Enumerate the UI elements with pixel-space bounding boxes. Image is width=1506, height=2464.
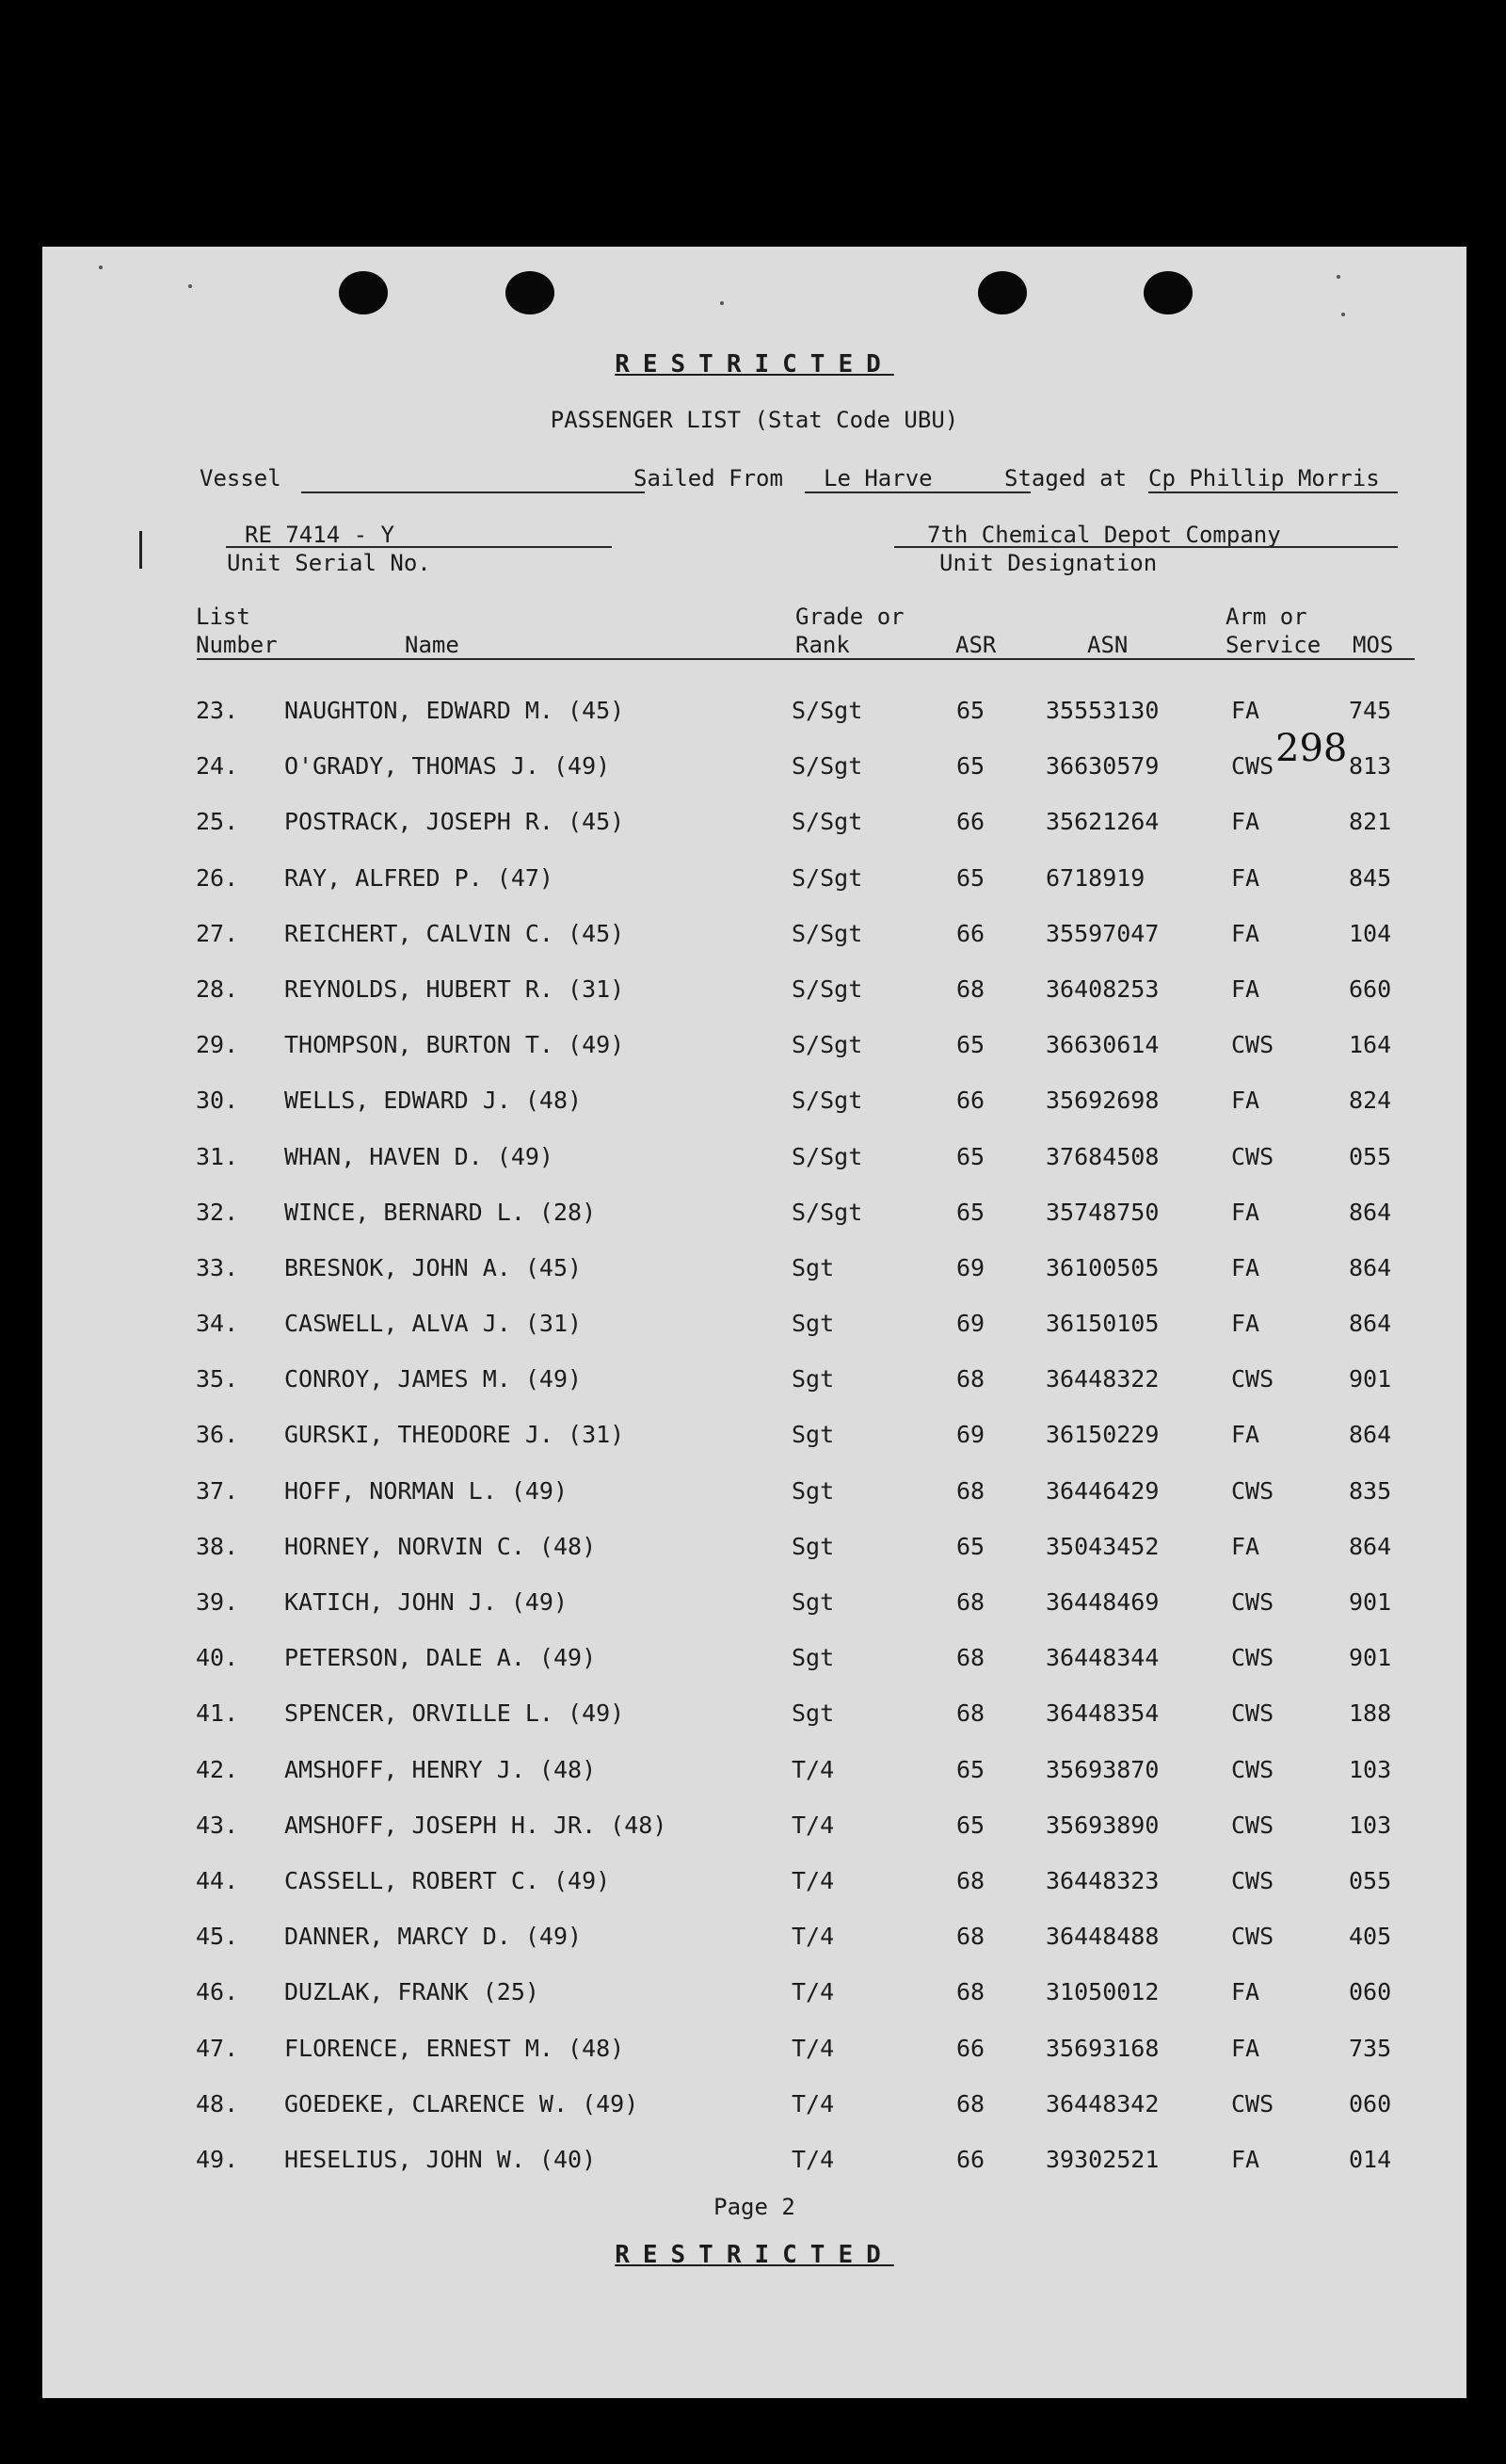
- grade-cell: Sgt: [792, 1699, 835, 1728]
- name-cell: HOFF, NORMAN L. (49): [284, 1476, 569, 1505]
- asn-cell: 35043452: [1046, 1532, 1160, 1560]
- mos-cell: 864: [1349, 1253, 1392, 1281]
- sailed-from-value: Le Harve: [824, 465, 933, 491]
- asn-cell: 35693870: [1046, 1755, 1160, 1783]
- vessel-label: Vessel: [200, 465, 281, 491]
- asr-cell: 66: [956, 1087, 985, 1115]
- asn-cell: 31050012: [1046, 1978, 1160, 2006]
- table-row: [42, 1241, 1466, 1296]
- name-cell: HORNEY, NORVIN C. (48): [284, 1532, 597, 1560]
- arm-service-cell: CWS: [1231, 1365, 1274, 1393]
- passenger-table: [42, 684, 1466, 2188]
- asr-cell: 65: [956, 1142, 985, 1170]
- list-number-cell: 43.: [196, 1811, 239, 1839]
- grade-cell: S/Sgt: [792, 752, 863, 781]
- grade-cell: Sgt: [792, 1421, 835, 1449]
- table-row: [42, 1018, 1466, 1073]
- table-row: [42, 1073, 1466, 1129]
- arm-service-cell: FA: [1231, 808, 1260, 836]
- asr-cell: 65: [956, 863, 985, 892]
- asn-cell: 36446429: [1046, 1476, 1160, 1505]
- asr-cell: 69: [956, 1253, 985, 1281]
- arm-service-cell: FA: [1231, 2034, 1260, 2062]
- arm-service-cell: FA: [1231, 1253, 1260, 1281]
- name-cell: GURSKI, THEODORE J. (31): [284, 1421, 625, 1449]
- mos-cell: 103: [1349, 1755, 1392, 1783]
- table-row: [42, 1686, 1466, 1742]
- list-number-cell: 24.: [196, 752, 239, 781]
- page-number: Page 2: [713, 2194, 795, 2220]
- mos-cell: 835: [1349, 1476, 1392, 1505]
- grade-cell: T/4: [792, 2089, 835, 2118]
- punch-hole: [978, 271, 1027, 314]
- mos-cell: 901: [1349, 1588, 1392, 1616]
- mos-cell: 055: [1349, 1866, 1392, 1894]
- grade-cell: S/Sgt: [792, 1198, 863, 1226]
- col-list-number-header: List Number: [196, 604, 278, 658]
- asr-cell: 65: [956, 1811, 985, 1839]
- unit-designation-value: 7th Chemical Depot Company: [927, 522, 1281, 548]
- grade-cell: S/Sgt: [792, 1142, 863, 1170]
- table-row: [42, 1520, 1466, 1575]
- arm-service-cell: FA: [1231, 974, 1260, 1003]
- asn-cell: 36150229: [1046, 1421, 1160, 1449]
- name-cell: AMSHOFF, JOSEPH H. JR. (48): [284, 1811, 667, 1839]
- table-row: [42, 795, 1466, 850]
- table-row: [42, 1130, 1466, 1185]
- asr-cell: 65: [956, 1532, 985, 1560]
- grade-cell: S/Sgt: [792, 808, 863, 836]
- asr-cell: 66: [956, 2145, 985, 2173]
- vessel-line: [301, 491, 645, 493]
- asr-cell: 65: [956, 1198, 985, 1226]
- grade-cell: S/Sgt: [792, 1031, 863, 1059]
- mos-cell: 901: [1349, 1365, 1392, 1393]
- punch-hole: [1144, 271, 1193, 314]
- name-cell: REICHERT, CALVIN C. (45): [284, 919, 625, 947]
- grade-cell: S/Sgt: [792, 697, 863, 724]
- mos-cell: 055: [1349, 1142, 1392, 1170]
- arm-service-cell: CWS: [1231, 1142, 1274, 1170]
- asr-cell: 65: [956, 1031, 985, 1059]
- arm-service-cell: FA: [1231, 863, 1260, 892]
- asn-cell: 35748750: [1046, 1198, 1160, 1226]
- mos-cell: 103: [1349, 1811, 1392, 1839]
- asr-cell: 68: [956, 1365, 985, 1393]
- grade-cell: T/4: [792, 1923, 835, 1951]
- passenger-list-title: PASSENGER LIST (Stat Code UBU): [550, 407, 959, 433]
- asn-cell: 39302521: [1046, 2145, 1160, 2173]
- table-row: [42, 851, 1466, 907]
- asn-cell: 36448344: [1046, 1644, 1160, 1672]
- list-number-cell: 49.: [196, 2145, 239, 2173]
- table-row: [42, 1854, 1466, 1909]
- mos-cell: 405: [1349, 1923, 1392, 1951]
- arm-service-cell: CWS: [1231, 1811, 1274, 1839]
- col-name-header: Name: [405, 632, 459, 658]
- list-number-cell: 47.: [196, 2034, 239, 2062]
- arm-service-cell: FA: [1231, 697, 1260, 724]
- asn-cell: 35692698: [1046, 1087, 1160, 1115]
- mos-cell: 845: [1349, 863, 1392, 892]
- asr-cell: 68: [956, 2089, 985, 2118]
- asr-cell: 68: [956, 1923, 985, 1951]
- table-row: [42, 2133, 1466, 2188]
- asn-cell: 37684508: [1046, 1142, 1160, 1170]
- name-cell: DUZLAK, FRANK (25): [284, 1978, 539, 2006]
- list-number-cell: 26.: [196, 863, 239, 892]
- asr-cell: 66: [956, 2034, 985, 2062]
- arm-service-cell: CWS: [1231, 1699, 1274, 1728]
- restricted-footer: RESTRICTED: [615, 2241, 894, 2269]
- table-row: [42, 907, 1466, 962]
- asr-cell: 68: [956, 1699, 985, 1728]
- table-row: [42, 739, 1466, 795]
- arm-service-cell: FA: [1231, 2145, 1260, 2173]
- unit-serial-value: RE 7414 - Y: [245, 522, 394, 548]
- table-row: [42, 2077, 1466, 2133]
- list-number-cell: 44.: [196, 1866, 239, 1894]
- asn-cell: 35621264: [1046, 808, 1160, 836]
- name-cell: CASWELL, ALVA J. (31): [284, 1310, 583, 1338]
- list-number-cell: 34.: [196, 1310, 239, 1338]
- name-cell: WINCE, BERNARD L. (28): [284, 1198, 597, 1226]
- arm-service-cell: CWS: [1231, 1923, 1274, 1951]
- name-cell: HESELIUS, JOHN W. (40): [284, 2145, 597, 2173]
- col-grade-header: Grade or Rank: [795, 604, 905, 658]
- table-row: [42, 1743, 1466, 1798]
- list-number-cell: 25.: [196, 808, 239, 836]
- asn-cell: 36448323: [1046, 1866, 1160, 1894]
- arm-service-cell: CWS: [1231, 752, 1274, 781]
- table-row: [42, 1352, 1466, 1408]
- asn-cell: 6718919: [1046, 863, 1146, 892]
- asn-cell: 36630579: [1046, 752, 1160, 781]
- mos-cell: 060: [1349, 1978, 1392, 2006]
- table-row: [42, 1575, 1466, 1631]
- table-row: [42, 1408, 1466, 1463]
- table-row: [42, 1909, 1466, 1965]
- asr-cell: 68: [956, 1588, 985, 1616]
- mos-cell: 660: [1349, 974, 1392, 1003]
- mos-cell: 864: [1349, 1310, 1392, 1338]
- asr-cell: 69: [956, 1421, 985, 1449]
- arm-service-cell: FA: [1231, 1310, 1260, 1338]
- arm-service-cell: CWS: [1231, 1644, 1274, 1672]
- list-number-cell: 48.: [196, 2089, 239, 2118]
- mos-cell: 864: [1349, 1198, 1392, 1226]
- grade-cell: T/4: [792, 1755, 835, 1783]
- grade-cell: T/4: [792, 2034, 835, 2062]
- asr-cell: 66: [956, 808, 985, 836]
- list-number-cell: 32.: [196, 1198, 239, 1226]
- asr-cell: 68: [956, 974, 985, 1003]
- asn-cell: 35597047: [1046, 919, 1160, 947]
- grade-cell: T/4: [792, 2145, 835, 2173]
- mos-cell: 104: [1349, 919, 1392, 947]
- asr-cell: 68: [956, 1978, 985, 2006]
- asn-cell: 36630614: [1046, 1031, 1160, 1059]
- asn-cell: 36448322: [1046, 1365, 1160, 1393]
- punch-hole: [505, 271, 554, 314]
- grade-cell: S/Sgt: [792, 919, 863, 947]
- list-number-cell: 41.: [196, 1699, 239, 1728]
- grade-cell: Sgt: [792, 1365, 835, 1393]
- name-cell: AMSHOFF, HENRY J. (48): [284, 1755, 597, 1783]
- table-row: [42, 1631, 1466, 1686]
- grade-cell: Sgt: [792, 1310, 835, 1338]
- asn-cell: 35693168: [1046, 2034, 1160, 2062]
- table-row: [42, 1798, 1466, 1854]
- staged-at-value: Cp Phillip Morris: [1148, 465, 1380, 491]
- asn-cell: 35553130: [1046, 697, 1160, 724]
- name-cell: POSTRACK, JOSEPH R. (45): [284, 808, 625, 836]
- name-cell: O'GRADY, THOMAS J. (49): [284, 752, 611, 781]
- table-row: [42, 1185, 1466, 1241]
- asn-cell: 36408253: [1046, 974, 1160, 1003]
- document-page: [42, 247, 1466, 2398]
- asr-cell: 68: [956, 1644, 985, 1672]
- asr-cell: 69: [956, 1310, 985, 1338]
- list-number-cell: 36.: [196, 1421, 239, 1449]
- mos-cell: 745: [1349, 697, 1392, 724]
- list-number-cell: 42.: [196, 1755, 239, 1783]
- asn-cell: 36150105: [1046, 1310, 1160, 1338]
- grade-cell: T/4: [792, 1811, 835, 1839]
- table-row: [42, 2021, 1466, 2077]
- name-cell: RAY, ALFRED P. (47): [284, 863, 553, 892]
- arm-service-cell: FA: [1231, 1087, 1260, 1115]
- arm-service-cell: CWS: [1231, 1866, 1274, 1894]
- table-row: [42, 962, 1466, 1018]
- mos-cell: 821: [1349, 808, 1392, 836]
- unit-serial-label: Unit Serial No.: [227, 550, 431, 576]
- mos-cell: 824: [1349, 1087, 1392, 1115]
- asn-cell: 36448488: [1046, 1923, 1160, 1951]
- arm-service-cell: FA: [1231, 919, 1260, 947]
- list-number-cell: 28.: [196, 974, 239, 1003]
- asr-cell: 65: [956, 697, 985, 724]
- arm-service-cell: CWS: [1231, 2089, 1274, 2118]
- list-number-cell: 46.: [196, 1978, 239, 2006]
- grade-cell: Sgt: [792, 1253, 835, 1281]
- asr-cell: 65: [956, 1755, 985, 1783]
- list-number-cell: 45.: [196, 1923, 239, 1951]
- name-cell: THOMPSON, BURTON T. (49): [284, 1031, 625, 1059]
- list-number-cell: 23.: [196, 697, 239, 724]
- asn-cell: 36448354: [1046, 1699, 1160, 1728]
- name-cell: NAUGHTON, EDWARD M. (45): [284, 697, 625, 724]
- name-cell: SPENCER, ORVILLE L. (49): [284, 1699, 625, 1728]
- table-row: [42, 1965, 1466, 2021]
- list-number-cell: 31.: [196, 1142, 239, 1170]
- asr-cell: 65: [956, 752, 985, 781]
- grade-cell: Sgt: [792, 1588, 835, 1616]
- unit-designation-label: Unit Designation: [939, 550, 1158, 576]
- name-cell: DANNER, MARCY D. (49): [284, 1923, 583, 1951]
- grade-cell: S/Sgt: [792, 863, 863, 892]
- mos-cell: 901: [1349, 1644, 1392, 1672]
- arm-service-cell: FA: [1231, 1421, 1260, 1449]
- col-asn-header: ASN: [1087, 632, 1129, 658]
- list-number-cell: 35.: [196, 1365, 239, 1393]
- mos-cell: 188: [1349, 1699, 1392, 1728]
- name-cell: FLORENCE, ERNEST M. (48): [284, 2034, 625, 2062]
- asr-cell: 66: [956, 919, 985, 947]
- page-stamp-number: 298: [1275, 727, 1348, 770]
- list-number-cell: 33.: [196, 1253, 239, 1281]
- name-cell: REYNOLDS, HUBERT R. (31): [284, 974, 625, 1003]
- table-row: [42, 684, 1466, 739]
- sailed-from-label: Sailed From: [633, 465, 783, 491]
- mos-cell: 014: [1349, 2145, 1392, 2173]
- grade-cell: Sgt: [792, 1476, 835, 1505]
- asn-cell: 36100505: [1046, 1253, 1160, 1281]
- arm-service-cell: CWS: [1231, 1588, 1274, 1616]
- asn-cell: 36448469: [1046, 1588, 1160, 1616]
- asn-cell: 36448342: [1046, 2089, 1160, 2118]
- name-cell: CASSELL, ROBERT C. (49): [284, 1866, 611, 1894]
- table-row: [42, 1296, 1466, 1352]
- list-number-cell: 29.: [196, 1031, 239, 1059]
- arm-service-cell: FA: [1231, 1198, 1260, 1226]
- list-number-cell: 27.: [196, 919, 239, 947]
- mos-cell: 060: [1349, 2089, 1392, 2118]
- name-cell: GOEDEKE, CLARENCE W. (49): [284, 2089, 639, 2118]
- list-number-cell: 39.: [196, 1588, 239, 1616]
- list-number-cell: 30.: [196, 1087, 239, 1115]
- arm-service-cell: CWS: [1231, 1476, 1274, 1505]
- arm-service-cell: CWS: [1231, 1031, 1274, 1059]
- col-arm-header: Arm or Service: [1226, 604, 1322, 658]
- mos-cell: 164: [1349, 1031, 1392, 1059]
- arm-service-cell: FA: [1231, 1978, 1260, 2006]
- grade-cell: T/4: [792, 1866, 835, 1894]
- grade-cell: S/Sgt: [792, 1087, 863, 1115]
- restricted-title: RESTRICTED: [615, 350, 894, 378]
- asn-cell: 35693890: [1046, 1811, 1160, 1839]
- arm-service-cell: CWS: [1231, 1755, 1274, 1783]
- name-cell: WHAN, HAVEN D. (49): [284, 1142, 553, 1170]
- grade-cell: S/Sgt: [792, 974, 863, 1003]
- grade-cell: T/4: [792, 1978, 835, 2006]
- grade-cell: Sgt: [792, 1532, 835, 1560]
- name-cell: BRESNOK, JOHN A. (45): [284, 1253, 583, 1281]
- name-cell: KATICH, JOHN J. (49): [284, 1588, 569, 1616]
- asr-cell: 68: [956, 1866, 985, 1894]
- header-underline: [197, 658, 1415, 660]
- arm-service-cell: FA: [1231, 1532, 1260, 1560]
- name-cell: PETERSON, DALE A. (49): [284, 1644, 597, 1672]
- mos-cell: 813: [1349, 752, 1392, 781]
- col-mos-header: MOS: [1353, 632, 1394, 658]
- list-number-cell: 37.: [196, 1476, 239, 1505]
- grade-cell: Sgt: [792, 1644, 835, 1672]
- table-row: [42, 1464, 1466, 1520]
- mos-cell: 864: [1349, 1532, 1392, 1560]
- mos-cell: 864: [1349, 1421, 1392, 1449]
- mos-cell: 735: [1349, 2034, 1392, 2062]
- punch-hole: [339, 271, 388, 314]
- asr-cell: 68: [956, 1476, 985, 1505]
- name-cell: WELLS, EDWARD J. (48): [284, 1087, 583, 1115]
- list-number-cell: 40.: [196, 1644, 239, 1672]
- name-cell: CONROY, JAMES M. (49): [284, 1365, 583, 1393]
- staged-at-label: Staged at: [1004, 465, 1128, 491]
- col-asr-header: ASR: [955, 632, 997, 658]
- list-number-cell: 38.: [196, 1532, 239, 1560]
